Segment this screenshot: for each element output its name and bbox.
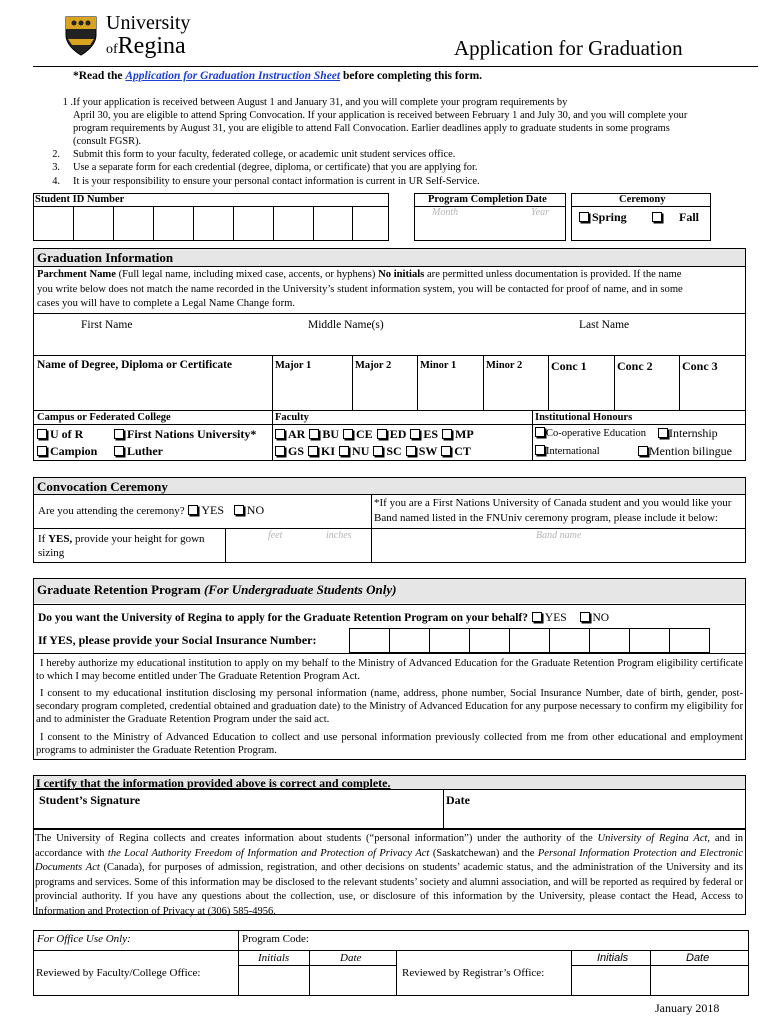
faculty-sw-label: SW: [418, 444, 438, 458]
graduation-title: Graduation Information: [37, 250, 174, 265]
faculty-option-ar[interactable]: [274, 427, 305, 441]
logo-text-regina-word: Regina: [117, 33, 186, 59]
parchment-text2: are permitted unless documentation is provided. If the name: [426, 269, 682, 280]
no-initials: No initials: [378, 269, 425, 280]
faculty-es-label: ES: [423, 427, 439, 441]
privacy-text: [35, 832, 743, 920]
fnu-note-line2: Band named listed in the FNUniv ceremony program, please include it below:: [374, 512, 718, 524]
checkbox[interactable]: [535, 427, 545, 437]
col-divider: [238, 930, 239, 950]
instruction-num: 1 .: [62, 97, 73, 108]
logo-text-regina: [106, 33, 186, 63]
rule: [33, 410, 746, 411]
privacy-act3: Personal Information Protection and Electronic Documents Act: [35, 847, 744, 874]
privacy-text4: (Canada), for purposes of admission, registration, and other decisions on students’ academic status, and the administration of the University and its programs and services. Some of this information may be disclosed to the relevant students’ society and alumni association, and will be reported as required by federal or provincial authority. If you have any questions about the collection, use, or disclosure of this information by the University, please contact the Head, Access to Information and Protection of Privacy at (306) 585-4956.: [35, 862, 743, 917]
faculty-ct-label: CT: [454, 444, 471, 458]
certify-title: I certify that the information provided above is correct and complete.: [36, 776, 391, 790]
fnu-note: [374, 496, 731, 526]
height-text: provide your height for gown: [74, 533, 205, 545]
instruction-text: (consult FGSR).: [73, 136, 142, 148]
instruction-text: It is your responsibility to ensure your personal contact information is current in UR Self-Service.: [73, 175, 480, 187]
student-id-label: Student ID Number: [35, 194, 125, 205]
height-text2: sizing: [38, 547, 65, 559]
sin-digit-field[interactable]: [349, 628, 390, 653]
sin-digit-field[interactable]: [669, 628, 710, 653]
faculty-ar-label: AR: [288, 427, 306, 441]
instruction-text: If your application is received between August 1 and January 31, and you will complete your program requirements by: [73, 97, 568, 108]
checkbox[interactable]: [37, 446, 47, 456]
completion-date-label: Program Completion Date: [428, 194, 547, 205]
attending-no-label: NO: [246, 503, 265, 517]
rule: [33, 789, 746, 790]
faculty-ed-label: ED: [389, 427, 407, 441]
logo-text-university: University: [106, 12, 191, 34]
faculty-gs-label: GS: [288, 444, 305, 458]
rule: [571, 965, 749, 966]
col-divider: [396, 950, 397, 996]
attending-question: [38, 503, 264, 518]
date-field[interactable]: Date: [446, 793, 470, 807]
checkbox[interactable]: [275, 446, 285, 456]
instruction-row: [40, 175, 760, 188]
header-rule: [33, 66, 758, 67]
col-divider: [532, 410, 533, 461]
page-title: Application for Graduation: [454, 36, 683, 60]
instruction-row: [40, 161, 760, 174]
convocation-title: Convocation Ceremony: [37, 479, 168, 494]
parchment-text1: (Full legal name, including mixed case, accents, or hyphens): [118, 269, 376, 280]
digit-divider: [73, 206, 74, 241]
instruction-text: Submit this form to your faculty, federated college, or academic unit student services office.: [73, 149, 456, 161]
initials-label-registrar: Initials: [597, 952, 629, 964]
checkbox[interactable]: [308, 446, 318, 456]
instruction-row: [40, 135, 760, 148]
instruction-row: [40, 96, 760, 109]
campus-fnu-label: First Nations University*: [127, 427, 257, 441]
privacy-act1: University of Regina Act: [597, 833, 708, 844]
retention-yes[interactable]: [531, 612, 567, 624]
faculty-mp-label: MP: [455, 427, 474, 441]
campus-option-fnu[interactable]: [113, 427, 256, 442]
attending-no[interactable]: [233, 503, 264, 517]
honours-internship[interactable]: [657, 426, 718, 441]
checkbox[interactable]: [580, 612, 590, 622]
honours-coop[interactable]: [534, 427, 646, 439]
col-divider: [679, 355, 680, 410]
sin-digit-field[interactable]: [509, 628, 550, 653]
sin-digit-field[interactable]: [389, 628, 430, 653]
height-yes: YES,: [48, 533, 73, 545]
rule: [33, 604, 746, 605]
campus-campion-label: Campion: [50, 444, 98, 458]
col-divider: [272, 355, 273, 410]
retention-consent-1: I hereby authorize my educational institution to apply on my behalf to the Ministry of Advanced Education for the Graduate Retention Program eligibility certificate to which I may become entitled under The Graduate Retention Program Act.: [36, 658, 743, 682]
fall-option[interactable]: [651, 210, 699, 225]
checkbox[interactable]: [37, 429, 47, 439]
rule: [33, 266, 746, 267]
faculty-nu-label: NU: [352, 444, 370, 458]
retention-consent-2: I consent to my educational institution disclosing my personal information (name, address, phone number, Social Insurance Number, date of birth, gender, post-secondary program completed, credential obtained and graduation date) to the Ministry of Advanced Education for any purpose necessary to confirm my eligibility for and to administer the Graduate Retention Program under the said act.: [36, 688, 743, 725]
sin-digit-field[interactable]: [549, 628, 590, 653]
faculty-ce-label: CE: [356, 427, 373, 441]
instruction-text: Use a separate form for each credential (degree, diploma, or certificate) that you are applying for.: [73, 162, 478, 174]
feet-field[interactable]: feet: [268, 530, 283, 541]
rule: [33, 494, 746, 495]
col-divider: [571, 950, 572, 996]
honours-label: Institutional Honours: [535, 412, 633, 423]
faculty-option-nu[interactable]: [338, 444, 369, 458]
faculty-row-1: [274, 427, 474, 442]
parchment-line3: cases you will have to complete a Legal Name Change form.: [37, 298, 295, 309]
crest-icon: [64, 15, 98, 57]
honours-bilingue[interactable]: [637, 444, 732, 459]
name-fields-row[interactable]: [33, 314, 746, 355]
conc2-label: Conc 2: [617, 359, 653, 373]
checkbox[interactable]: [275, 429, 285, 439]
privacy-act2: the Local Authority Freedom of Information and Protection of Privacy Act: [107, 847, 430, 859]
instruction-text: April 30, you are eligible to attend Spring Convocation. If your application is received between February 1 and July 30, and you will complete your: [73, 110, 688, 122]
faculty-option-ed[interactable]: [376, 427, 407, 441]
minor1-label: Minor 1: [420, 360, 457, 371]
checkbox[interactable]: [535, 445, 545, 455]
middle-name-label: Middle Name(s): [308, 319, 384, 331]
checkbox[interactable]: [442, 429, 452, 439]
read-instructions-line: [73, 70, 482, 82]
faculty-sc-label: SC: [386, 444, 402, 458]
faculty-option-ct[interactable]: [440, 444, 471, 458]
faculty-option-ce[interactable]: [342, 427, 373, 441]
checkbox[interactable]: [377, 429, 387, 439]
faculty-option-bu[interactable]: [308, 427, 339, 441]
first-name-label: First Name: [81, 319, 133, 331]
instruction-text: program requirements by August 31, you are eligible to attend Fall Convocation. Earlier deadlines apply to graduate students in some programs: [73, 123, 670, 135]
honours-international[interactable]: [534, 445, 600, 457]
rule: [33, 355, 746, 356]
rule: [33, 424, 746, 425]
rule: [33, 950, 749, 951]
checkbox[interactable]: [441, 446, 451, 456]
honours-international-label: International: [546, 446, 600, 457]
col-divider: [614, 355, 615, 410]
checkbox[interactable]: [406, 446, 416, 456]
col-divider: [443, 789, 444, 829]
retention-no[interactable]: [579, 612, 610, 624]
privacy-text1: The University of Regina collects and creates information about students (“personal information”) under the authority of the: [35, 833, 593, 844]
digit-divider: [193, 206, 194, 241]
attending-yes[interactable]: [187, 503, 224, 517]
faculty-row-2: [274, 444, 471, 459]
instruction-row: [40, 122, 760, 135]
instruction-num: 2.: [52, 149, 60, 161]
honours-coop-label: Co-operative Education: [546, 428, 647, 439]
checkbox[interactable]: [532, 612, 542, 622]
faculty-option-gs[interactable]: [274, 444, 304, 458]
footer-date: January 2018: [655, 1001, 720, 1015]
checkbox[interactable]: [638, 446, 648, 456]
date-label: Date: [340, 952, 362, 964]
campus-option-luther[interactable]: [113, 444, 163, 459]
checkbox[interactable]: [410, 429, 420, 439]
student-id-rule: [33, 206, 389, 207]
faculty-option-sw[interactable]: [405, 444, 437, 458]
instructions-list: [40, 96, 760, 188]
faculty-option-es[interactable]: [409, 427, 438, 441]
height-if: If: [38, 533, 46, 545]
fnu-note-line1: *If you are a First Nations University of Canada student and you would like your: [374, 497, 732, 509]
checkbox[interactable]: [343, 429, 353, 439]
retention-title-paren: (For Undergraduate Students Only): [203, 582, 397, 597]
spring-checkbox[interactable]: [579, 212, 589, 222]
fall-checkbox[interactable]: [652, 212, 662, 222]
sin-digit-field[interactable]: [589, 628, 630, 653]
initials-label: Initials: [258, 952, 290, 964]
reviewed-registrar-label: Reviewed by Registrar’s Office:: [402, 967, 545, 979]
office-use-section: [33, 930, 749, 996]
checkbox[interactable]: [114, 446, 124, 456]
faculty-option-mp[interactable]: [441, 427, 474, 441]
instruction-row: [40, 109, 760, 122]
rule: [238, 965, 396, 966]
read-prefix: *Read the: [73, 70, 123, 82]
campus-option-uofr[interactable]: [36, 427, 83, 442]
spring-option[interactable]: [578, 210, 627, 225]
attending-question-text: Are you attending the ceremony?: [38, 505, 185, 517]
checkbox[interactable]: [373, 446, 383, 456]
office-use-label: For Office Use Only:: [37, 933, 131, 945]
parchment-line2: you write below does not match the name recorded in the University’s student information system, you will be contacted for proof of name, and in some: [37, 283, 683, 295]
major1-label: Major 1: [275, 360, 312, 371]
privacy-text3: (Saskatchewan) and the: [432, 847, 535, 859]
last-name-label: Last Name: [579, 319, 630, 331]
checkbox[interactable]: [234, 505, 244, 515]
digit-divider: [313, 206, 314, 241]
digit-divider: [153, 206, 154, 241]
retention-title: Graduate Retention Program: [37, 582, 201, 597]
checkbox[interactable]: [188, 505, 198, 515]
faculty-label: Faculty: [275, 412, 309, 423]
digit-divider: [273, 206, 274, 241]
rule: [33, 528, 746, 529]
ceremony-label: Ceremony: [619, 194, 666, 205]
conc1-label: Conc 1: [551, 359, 587, 373]
instruction-num: 4.: [52, 175, 60, 187]
col-divider: [238, 950, 239, 996]
col-divider: [417, 355, 418, 410]
retention-question-text: Do you want the University of Regina to apply for the Graduate Retention Program on your behalf?: [38, 612, 529, 624]
retention-consent-3: I consent to the Ministry of Advanced Education to collect and use personal information previously collected from me from other educational and employment programs to administer the Graduate Retention Program.: [36, 732, 743, 756]
instruction-num: 3.: [52, 162, 60, 174]
degree-label: Name of Degree, Diploma or Certificate: [37, 359, 233, 371]
honours-internship-label: Internship: [669, 426, 718, 440]
col-divider: [272, 410, 273, 461]
faculty-option-ki[interactable]: [307, 444, 335, 458]
reviewed-faculty-label: Reviewed by Faculty/College Office:: [36, 967, 201, 979]
logo-text-of: of: [106, 42, 118, 57]
privacy-text2: , and in accordance with: [35, 833, 744, 859]
col-divider: [352, 355, 353, 410]
inches-field[interactable]: inches: [326, 530, 352, 541]
parchment-label: Parchment Name: [37, 269, 116, 280]
checkbox[interactable]: [114, 429, 124, 439]
faculty-ki-label: KI: [321, 444, 336, 458]
retention-question: [38, 612, 609, 624]
col-divider: [309, 950, 310, 996]
col-divider: [483, 355, 484, 410]
ceremony-rule: [571, 206, 711, 207]
sin-digit-field[interactable]: [469, 628, 510, 653]
campus-uofr-label: U of R: [50, 427, 84, 441]
spring-label: Spring: [592, 210, 627, 224]
major2-label: Major 2: [355, 360, 392, 371]
checkbox[interactable]: [339, 446, 349, 456]
sin-digit-field[interactable]: [629, 628, 670, 653]
retention-title-row: [37, 582, 396, 598]
height-question: [38, 532, 228, 560]
sin-digit-field[interactable]: [429, 628, 470, 653]
col-divider: [225, 528, 226, 563]
campus-luther-label: Luther: [127, 444, 163, 458]
attending-yes-label: YES: [201, 503, 225, 517]
instruction-sheet-link[interactable]: Application for Graduation Instruction Sheet: [125, 70, 341, 82]
faculty-option-sc[interactable]: [372, 444, 401, 458]
university-logo: [64, 13, 204, 63]
retention-yes-label: YES: [544, 612, 567, 624]
signature-field[interactable]: Student’s Signature: [39, 793, 141, 807]
date-label-registrar: Date: [686, 952, 710, 964]
col-divider: [548, 355, 549, 410]
band-name-field[interactable]: Band name: [536, 530, 582, 541]
rule: [33, 653, 746, 654]
fall-label: Fall: [679, 210, 699, 224]
conc3-label: Conc 3: [682, 359, 718, 373]
col-divider: [650, 950, 651, 996]
campus-option-campion[interactable]: [36, 444, 97, 459]
year-placeholder: Year: [531, 207, 549, 218]
faculty-bu-label: BU: [322, 427, 340, 441]
campus-label: Campus or Federated College: [37, 412, 171, 423]
instruction-row: [40, 148, 760, 161]
checkbox[interactable]: [309, 429, 319, 439]
checkbox[interactable]: [658, 428, 668, 438]
month-placeholder: Month: [432, 207, 459, 218]
minor2-label: Minor 2: [486, 360, 523, 371]
parchment-instructions: [37, 268, 743, 312]
honours-bilingue-label: Mention bilingue: [649, 444, 732, 458]
digit-divider: [352, 206, 353, 241]
program-code-label: Program Code:: [242, 933, 309, 945]
digit-divider: [233, 206, 234, 241]
sin-label: If YES, please provide your Social Insurance Number:: [38, 633, 317, 647]
read-suffix: before completing this form.: [342, 70, 483, 82]
digit-divider: [113, 206, 114, 241]
retention-no-label: NO: [592, 612, 610, 624]
